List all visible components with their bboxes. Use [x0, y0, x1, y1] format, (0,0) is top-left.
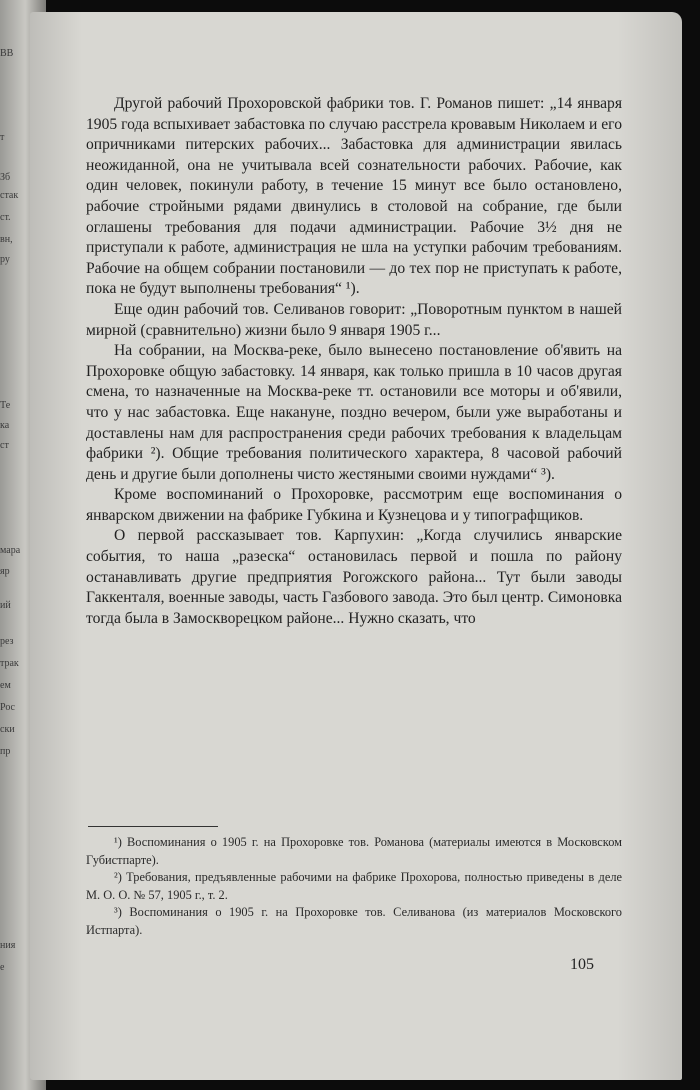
left-page-fragment: ВВ — [0, 48, 14, 59]
left-page-fragment: Зб — [0, 172, 11, 183]
paragraph: О первой рассказывает тов. Карпухин: „Когда случились январские события, то наша „разеска“ остановилась первой и пошла по району останавливать другие предприятия Рогожского района... Тут были заводы Гаккенталя, военные заводы, часть Газбового завода. Это был центр. Симоновка тогда была в Замоскворецком районе... Нужно сказать, что — [86, 527, 622, 627]
left-page-fragment: Те — [0, 400, 11, 411]
footnote: ³) Воспоминания о 1905 г. на Прохоровке тов. Селиванова (из материалов Московского Истпарта). — [86, 905, 622, 937]
body-text — [86, 94, 622, 629]
left-page-fragment: яр — [0, 566, 10, 577]
left-page-fragment: пр — [0, 746, 11, 757]
left-page-fragment: ст. — [0, 212, 11, 223]
book-page — [30, 12, 682, 1080]
left-page-fragment: ски — [0, 724, 15, 735]
left-page-fragment: ст — [0, 440, 9, 451]
paragraph: На собрании, на Москва-реке, было вынесено постановление об'явить на Прохоровке общую забастовку. 14 января, как только пришла в 10 часов другая смена, то назначенные на Москва-реке тт. остановили все моторы и об'явили, что у нас забастовка. Еще накануне, поздно вечером, были уже выработаны и доставлены нам для распространения среди рабочих требования к владельцам фабрики ²). Общие требования политического характера, 8 часовой рабочий день и другие были дополнены чисто жестяными своими нуждами“ ³). — [86, 342, 622, 483]
left-page-fragment: т — [0, 132, 5, 143]
left-page-fragment: е — [0, 962, 5, 973]
page-number: 105 — [570, 956, 594, 973]
left-page-fragment: ка — [0, 420, 10, 431]
footnotes — [86, 834, 622, 939]
left-page-fragment: ру — [0, 254, 10, 265]
left-page-fragment: мара — [0, 545, 21, 556]
footnote-divider — [88, 826, 218, 827]
left-page-fragment: Рос — [0, 702, 15, 713]
paragraph: Другой рабочий Прохоровской фабрики тов. Г. Романов пишет: „14 января 1905 года вспыхивает забастовка по случаю расстрела кровавым Николаем и его опричниками питерских рабочих... Забастовка для администрации явилась неожиданной, она не учитывала всей сознательности рабочих. Рабочие, как один человек, покинули работу, в течение 15 минут все было остановлено, рабочие стройными рядами двинулись в столовой на собрание, где были оглашены требования для подачи администрации. Рабочие 3½ дня не приступали к работе, администрация не шла на уступки рабочим требованиям. Рабочие на общем собрании постановили — до тех пор не приступать к работе, пока не будут выполнены требования“ ¹). — [86, 95, 622, 298]
left-page-fragment: рез — [0, 636, 14, 647]
paragraph: Кроме воспоминаний о Прохоровке, рассмотрим еще воспоминания о январском движении на фабрике Губкина и Кузнецова и у типографщиков. — [86, 486, 622, 524]
left-page-fragment: ий — [0, 600, 11, 611]
left-page-fragment: вн, — [0, 234, 13, 245]
left-page-fragment: ем — [0, 680, 11, 691]
left-page-fragment: стак — [0, 190, 19, 201]
footnote: ¹) Воспоминания о 1905 г. на Прохоровке тов. Романова (материалы имеются в Московском Губистпарте). — [86, 835, 622, 867]
paragraph: Еще один рабочий тов. Селиванов говорит: „Поворотным пунктом в нашей мирной (сравнительно) жизни было 9 января 1905 г... — [86, 300, 622, 339]
left-page-fragment: трак — [0, 658, 19, 669]
footnote: ²) Требования, предъявленные рабочими на фабрике Прохорова, полностью приведены в деле М. О. О. № 57, 1905 г., т. 2. — [86, 870, 622, 902]
left-page-fragment: ния — [0, 940, 16, 951]
